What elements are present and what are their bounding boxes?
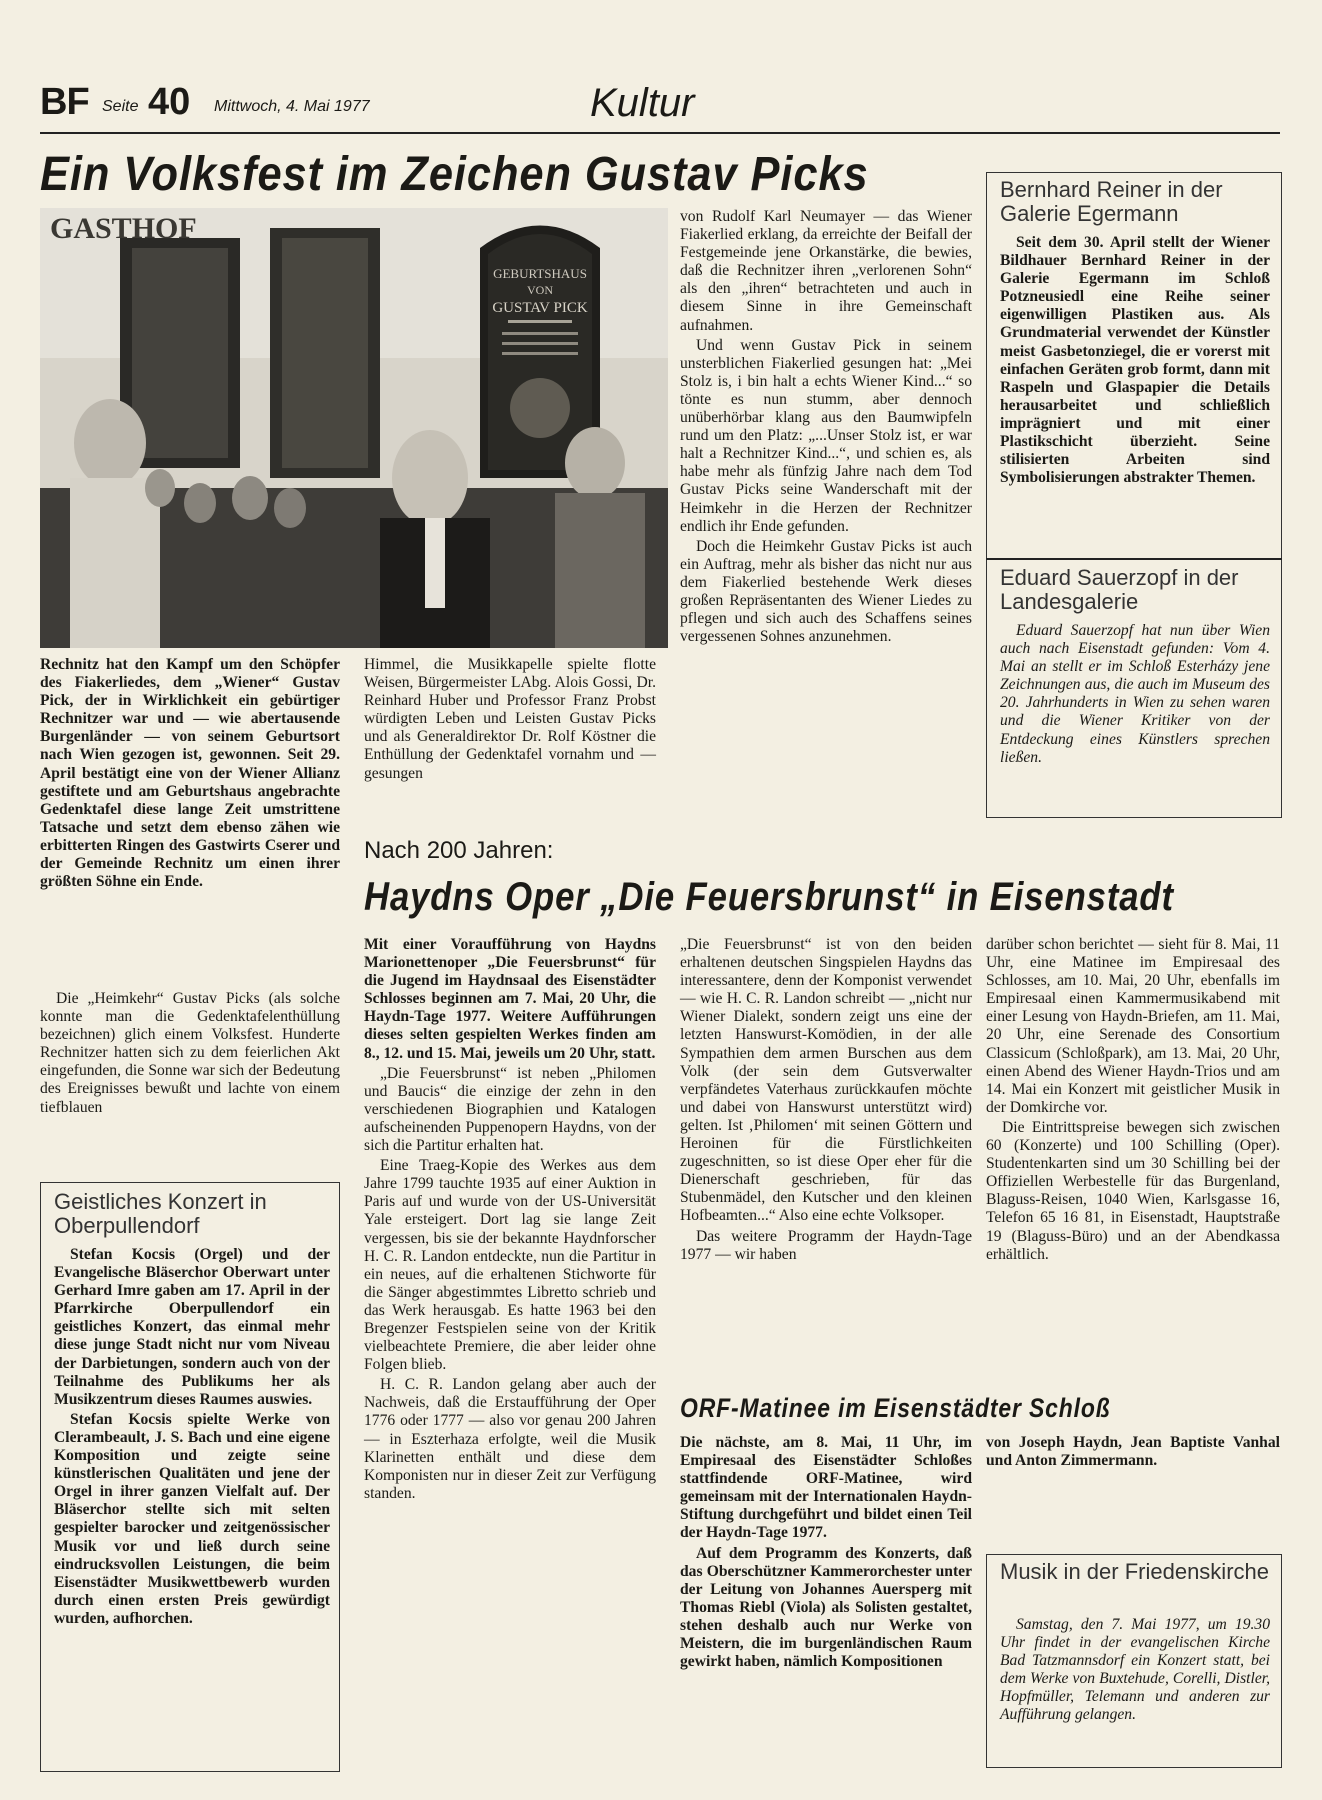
plaque-line1: GEBURTSHAUS [493, 266, 587, 281]
article3-lead: Die nächste, am 8. Mai, 11 Uhr, im Empiresaal des Eisenstädter Schloßes stattfindende ORF-Matinee, wird gemeinsam mit der Internationalen Haydn-Stiftung durchgeführt und bildet einen Teil der Haydn-Tage 1977. [680, 1434, 972, 1542]
article1-paragraph4: Und wenn Gustav Pick in seinem unsterblichen Fiakerlied gesungen hat: „Mei Stolz is, i bin halt a echts Wiener Kind...“ so tönte es nun stumm, aber dennoch unüberhörbar klang aus den Baumwipfeln rund um den Platz: „...Unser Stolz ist, er war halt a Rechnitzer Kind...“, und schien es, als habe mehr als fünfzig Jahre nach dem Tod Gustav Picks seine Wanderschaft mit der Heimkehr in die Herzen der Rechnitzer endlich ihr Ende gefunden. [680, 336, 972, 535]
masthead [40, 82, 1280, 132]
article1-paragraph3: von Rudolf Karl Neumayer — das Wiener Fiakerlied erklang, da erreichte der Beifall der Festgemeinde jene Orkanstärke, die bewies, daß die Rechnitzer ihren „verlorenen Sohn“ als den „ihren“ betrachteten und auch in diesem Sinne in ihre Gemeinschaft aufnahmen. [680, 208, 972, 334]
sauerzopf-title: Eduard Sauerzopf in der Landesgalerie [1000, 565, 1239, 614]
friedenskirche-text: Samstag, den 7. Mai 1977, um 19.30 Uhr findet in der evangelischen Kirche Bad Tatzmannsdorf ein Konzert statt, bei dem Werke von Buxtehude, Corelli, Distler, Hopfmüller, Telemann und anderen zur Aufführung gelangen. [1000, 1616, 1270, 1724]
article1-paragraph1: Die „Heimkehr“ Gustav Picks (als solche konnte man die Gedenktafelenthüllung bezeichnen) glich einem Volksfest. Hunderte Rechnitzer hatten sich zu dem feierlichen Akt eingefunden, die Sonne war sich der Bedeutung des Ereignisses bewußt und lachte von einem tiefblauen [40, 990, 340, 1116]
plaque-line3: GUSTAV PICK [492, 300, 588, 316]
geistliches-text-block [54, 1246, 330, 1630]
page-number: 40 [148, 81, 191, 123]
article2-col2 [680, 936, 972, 1266]
reiner-title: Bernhard Reiner in der Galerie Egermann [1000, 177, 1223, 226]
reiner-text: Seit dem 30. April stellt der Wiener Bildhauer Bernhard Reiner in der Galerie Egermann im Schloß Potzneusiedl eine Reihe seiner eigenwilligen Plastiken aus. Als Grundmaterial verwendet der Künstler meist Gasbetonziegel, die er vorerst mit einfachen Geräten grob formt, dann mit Raspeln und Glaspapier die Details herausarbeitet und schließlich imprägniert und mit einer Plastikschicht überzieht. Seine stilisierten Arbeiten sind Symbolisierungen abstrakter Themen. [1000, 234, 1270, 487]
article2-col1 [364, 936, 656, 1505]
article2-headline: Haydns Oper „Die Feuersbrunst“ in Eisenstadt [364, 875, 1174, 919]
article1-col2 [364, 656, 656, 785]
friedenskirche-title: Musik in der Friedenskirche [1000, 1559, 1269, 1584]
masthead-rule [40, 132, 1280, 134]
article1-col1-body [40, 990, 340, 1119]
geistliches-title: Geistliches Konzert in Oberpullendorf [54, 1189, 267, 1238]
article1-paragraph2: Himmel, die Musikkapelle spielte flotte Weisen, Bürgermeister LAbg. Alois Gossi, Dr. Reinhard Huber und Professor Franz Probst würdigten Leben und Leisten Gustav Picks und als Generaldirektor Dr. Rolf Köstner die Enthüllung der Gedenktafel vornahm und — gesungen [364, 656, 656, 782]
article3-paragraph1: Auf dem Programm des Konzerts, daß das Oberschützner Kammerorchester unter der Leitung von Johannes Auersperg mit Thomas Riebl (Viola) als Solisten gestaltet, stehen deshalb auch nur Werke von Meistern, die im burgenländischen Raum gewirkt haben, nämlich Kompositionen [680, 1544, 972, 1671]
article3-paragraph2: von Joseph Haydn, Jean Baptiste Vanhal und Anton Zimmermann. [986, 1434, 1280, 1470]
article-photo [40, 208, 668, 648]
friedenskirche-text-block [1000, 1616, 1270, 1727]
article2-paragraph6: darüber schon berichtet — sieht für 8. Mai, 11 Uhr, eine Matinee im Empiresaal des Schlosses, am 10. Mai, 20 Uhr, ebenfalls im Empiresaal einen Kammermusikabend mit einer Lesung von Haydn-Briefen, am 11. Mai, 20 Uhr, eine Serenade des Consortium Classicum (Schloßpark), am 13. Mai, 20 Uhr, einen Abend des Wiener Haydn-Trios und am 14. Mai ein Konzert mit geistlicher Musik in der Domkirche vor. [986, 936, 1280, 1116]
article2-paragraph3: H. C. R. Landon gelang aber auch der Nachweis, daß die Erstaufführung der Oper 1776 oder 1777 — also vor genau 200 Jahren — in Eszterhaza erfolgte, weil die Musik Klarinetten enthält und diese dem Komponisten nur in dieser Zeit zur Verfügung standen. [364, 1376, 656, 1502]
article3-col2 [986, 1434, 1280, 1472]
article2-col3 [986, 936, 1280, 1266]
article1-lead-text: Rechnitz hat den Kampf um den Schöpfer des Fiakerliedes, dem „Wiener“ Gustav Pick, der in Wirklichkeit ein gebürtiger Rechnitzer war und — wie abertausende Burgenländer — von seinem Geburtsort nach Wien gezogen ist, gewonnen. Seit 29. April bestätigt eine von der Wiener Allianz gestiftete und am Geburtshaus angebrachte Gedenktafel diese lange Zeit umstrittene Tatsache und setzt dem ebenso zähen wie erbitterten Ringen des Gastwirts Cserer und der Gemeinde Rechnitz um einen ihrer größten Söhne ein Ende. [40, 656, 340, 891]
article2-kicker: Nach 200 Jahren: [364, 837, 554, 864]
article2-paragraph2: Eine Traeg-Kopie des Werkes aus dem Jahre 1799 tauchte 1935 auf einer Auktion in Paris auf und wurde von der US-Universität Yale ersteigert. Dort lag sie lange Zeit vergessen, bis sie der bekannte Haydnforscher H. C. R. Landon entdeckte, nun die Partitur in ein neues, auf die erhaltenen Stichworte für die Sänger abgestimmtes Libretto schrieb und das Werk herausgab. Es hatte 1963 bei den Bregenzer Festspielen seine von der Kritik vielbeachtete Premiere, die aber leider ohne Folgen blieb. [364, 1157, 656, 1374]
article1-paragraph5: Doch die Heimkehr Gustav Picks ist auch ein Auftrag, mehr als bisher das nicht nur aus dem Fiakerlied bestehende Werk dieses großen Repräsentanten des Wiener Liedes zu pflegen und sich auch des Schaffens seines vergessenen Sohnes anzunehmen. [680, 537, 972, 646]
seite-label: Seite [102, 98, 139, 115]
article2-paragraph5: Das weitere Programm der Haydn-Tage 1977 — wir haben [680, 1227, 972, 1263]
section-title: Kultur [590, 81, 695, 125]
article1-col3 [680, 208, 972, 648]
photo-illustration [40, 208, 668, 648]
sauerzopf-text: Eduard Sauerzopf hat nun über Wien auch nach Eisenstadt gefunden: Vom 4. Mai an stellt er im Schloß Esterházy jene Zeichnungen aus, die auch im Museum des 20. Jahrhunderts in Wien zu sehen waren und die Wiener Kritiker von der Entdeckung eines Künstlers sprechen ließen. [1000, 622, 1270, 766]
article3-headline: ORF-Matinee im Eisenstädter Schloß [680, 1393, 1111, 1423]
article2-paragraph1: „Die Feuersbrunst“ ist neben „Philomen und Baucis“ die einzige der zehn in den verschiedenen Biographien und Katalogen aufscheinenden Puppenopern Haydns, von der sich die Partitur erhalten hat. [364, 1064, 656, 1155]
logo: BF [40, 81, 89, 123]
sauerzopf-text-block [1000, 622, 1270, 769]
reiner-text-block [1000, 234, 1270, 489]
article2-paragraph7: Die Eintrittspreise bewegen sich zwischen 60 (Konzerte) und 100 Schilling (Oper). Studentenkarten sind um 30 Schilling bei der Offiziellen Werbestelle für das Burgenland, Blaguss-Reisen, 1040 Wien, Karlsgasse 16, Telefon 65 16 81, in Eisenstadt, Hauptstraße 19 (Blaguss-Büro) und an der Abendkassa erhältlich. [986, 1118, 1280, 1263]
geistliches-paragraph1: Stefan Kocsis (Orgel) und der Evangelische Bläserchor Oberwart unter Gerhard Imre gaben am 17. April in der Pfarrkirche Oberpullendorf ein geistliches Konzert, das einmal mehr diese junge Stadt nicht nur vom Niveau der Darbietungen, sondern auch von der Teilnahme des Publikums her als Musikzentrum dieses Raumes auswies. [54, 1246, 330, 1408]
article3-col1 [680, 1434, 972, 1673]
reiner-divider [986, 558, 1282, 560]
article1-lead [40, 656, 340, 893]
article2-lead: Mit einer Voraufführung von Haydns Marionettenoper „Die Feuersbrunst“ für die Jugend im Haydnsaal des Eisenstädter Schlosses beginnen am 7. Mai, 20 Uhr, die Haydn-Tage 1977. Weitere Aufführungen dieses selten gespielten Werkes finden am 8., 12. und 15. Mai, jeweils um 20 Uhr, statt. [364, 936, 656, 1062]
gasthof-sign: GASTHOF [50, 212, 197, 245]
article1-headline: Ein Volksfest im Zeichen Gustav Picks [40, 148, 869, 201]
plaque-line2: VON [527, 283, 553, 297]
geistliches-paragraph2: Stefan Kocsis spielte Werke von Clerambeault, J. S. Bach und eine eigene Komposition und zeigte seine künstlerischen Qualitäten und jene der Orgel in ihrer ganzen Vielfalt auf. Der Bläserchor stellte sich mit selten gespielter barocker und zeitgenössischer Musik vor und ließ durch seine eindrucksvollen Leistungen, die beim Eisenstädter Musikwettbewerb wurden durch einen ersten Preis gewürdigt wurden, aufhorchen. [54, 1410, 330, 1627]
article2-paragraph4: „Die Feuersbrunst“ ist von den beiden erhaltenen deutschen Singspielen Haydns das interessantere, denn der Komponist verwendet — wie H. C. R. Landon schreibt — „nicht nur Wiener Dialekt, sondern zeigt uns eine der letzten Hanswurst-Komödien, in der alle Sympathien dem armen Burschen aus dem Volk (der sein dem Gutsverwalter verpfändetes Vaterhaus zurückkaufen möchte und dabei von Hanswurst unterstützt wird) gelten. Ist ‚Philomen‘ mit seinen Göttern und Heroinen für die Fürstlichkeiten zugeschnitten, so ist diese Oper eher für die Dienerschaft geschrieben, für das Stubenmädel, den Kutscher und den kleinen Hofbeamten...“ Also eine echte Volksoper. [680, 936, 972, 1225]
issue-date: Mittwoch, 4. Mai 1977 [214, 98, 370, 115]
